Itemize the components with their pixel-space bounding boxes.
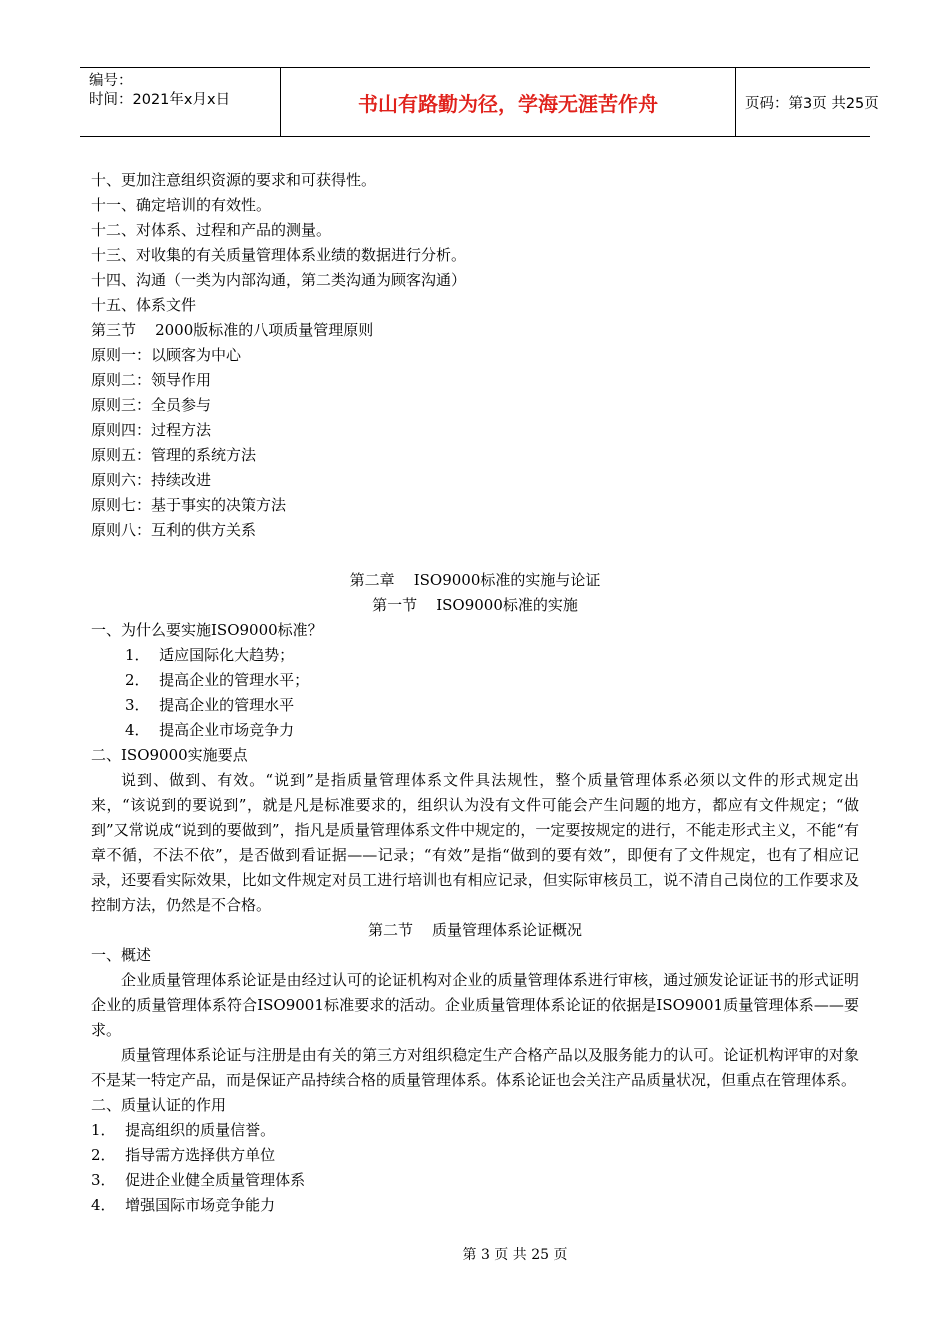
list-item: 十三、对收集的有关质量管理体系业绩的数据进行分析。: [91, 246, 467, 264]
list-item: 3． 促进企业健全质量管理体系: [91, 1171, 306, 1189]
document-body: [91, 168, 859, 1218]
body-paragraph: 企业质量管理体系论证是由经过认可的论证机构对企业的质量管理体系进行审核，通过颁发论证证书的形式证明企业的质量管理体系符合ISO9001标准要求的活动。企业质量管理体系论证的依据是ISO9001质量管理体系——要求。: [91, 971, 859, 1039]
list-item: 3． 提高企业的管理水平: [125, 696, 295, 714]
body-paragraph: 质量管理体系论证与注册是由有关的第三方对组织稳定生产合格产品以及服务能力的认可。论证机构评审的对象不是某一特定产品，而是保证产品持续合格的质量管理体系。体系论证也会关注产品质量状况，但重点在管理体系。: [91, 1046, 859, 1089]
list-item: 十一、确定培训的有效性。: [91, 196, 272, 214]
header-motto: 书山有路勤为径，学海无涯苦作舟: [280, 68, 736, 136]
section-title: 第一节 ISO9000标准的实施: [372, 596, 578, 614]
list-item: 十二、对体系、过程和产品的测量。: [91, 221, 332, 239]
list-item: 十五、体系文件: [91, 296, 197, 314]
section-title: 第二节 质量管理体系论证概况: [367, 921, 583, 939]
list-item: 1． 适应国际化大趋势；: [125, 646, 295, 664]
page-header: [80, 67, 879, 137]
chapter-title: 第二章 ISO9000标准的实施与论证: [349, 571, 601, 589]
principle-item: 原则二：领导作用: [91, 371, 212, 389]
list-item: 十四、沟通（一类为内部沟通，第二类沟通为顾客沟通）: [91, 271, 467, 289]
subsection-heading: 二、质量认证的作用: [91, 1096, 227, 1114]
section-title: 第三节 2000版标准的八项质量管理原则: [91, 321, 374, 339]
body-paragraph: 说到、做到、有效。“说到”是指质量管理体系文件具法规性，整个质量管理体系必须以文件的形式规定出来，“该说到的要说到”，就是凡是标准要求的，组织认为没有文件可能会产生问题的地方，都应有文件规定；“做到”又常说成“说到的要做到”，指凡是质量管理体系文件中规定的，一定要按规定的进行，不能走形式主义，不能“有章不循，不法不依”，是否做到看证据——记录；“有效”是指“做到的要有效”，即便有了文件规定，也有了相应记录，还要看实际效果，比如文件规定对员工进行培训也有相应记录，但实际审核员工，说不清自己岗位的工作要求及控制方法，仍然是不合格。: [91, 771, 859, 914]
principle-item: 原则五：管理的系统方法: [91, 446, 257, 464]
list-item: 十、更加注意组织资源的要求和可获得性。: [91, 171, 377, 189]
document-number-label: 编号：: [89, 73, 133, 89]
document-date-label: 时间：2021年x月x日: [89, 92, 231, 108]
subsection-heading: 二、ISO9000实施要点: [91, 746, 248, 764]
list-item: 1． 提高组织的质量信誉。: [91, 1121, 276, 1139]
list-item: 4． 提高企业市场竞争力: [125, 721, 295, 739]
list-item: 2． 指导需方选择供方单位: [91, 1146, 276, 1164]
list-item: 4． 增强国际市场竞争能力: [91, 1196, 276, 1214]
page-footer: 第 3 页 共 25 页: [462, 1247, 568, 1263]
principle-item: 原则三：全员参与: [91, 396, 212, 414]
header-page-number: 页码：第3页 共25页: [745, 95, 879, 112]
principle-item: 原则六：持续改进: [91, 471, 212, 489]
principle-item: 原则一：以顾客为中心: [91, 346, 242, 364]
list-item: 2． 提高企业的管理水平；: [125, 671, 310, 689]
principle-item: 原则八：互利的供方关系: [91, 521, 257, 539]
subsection-heading: 一、概述: [91, 946, 152, 964]
blank-line: [91, 543, 859, 568]
header-meta: [80, 68, 280, 136]
principle-item: 原则四：过程方法: [91, 421, 212, 439]
principle-item: 原则七：基于事实的决策方法: [91, 496, 287, 514]
question-heading: 一、为什么要实施ISO9000标准？: [91, 621, 323, 639]
